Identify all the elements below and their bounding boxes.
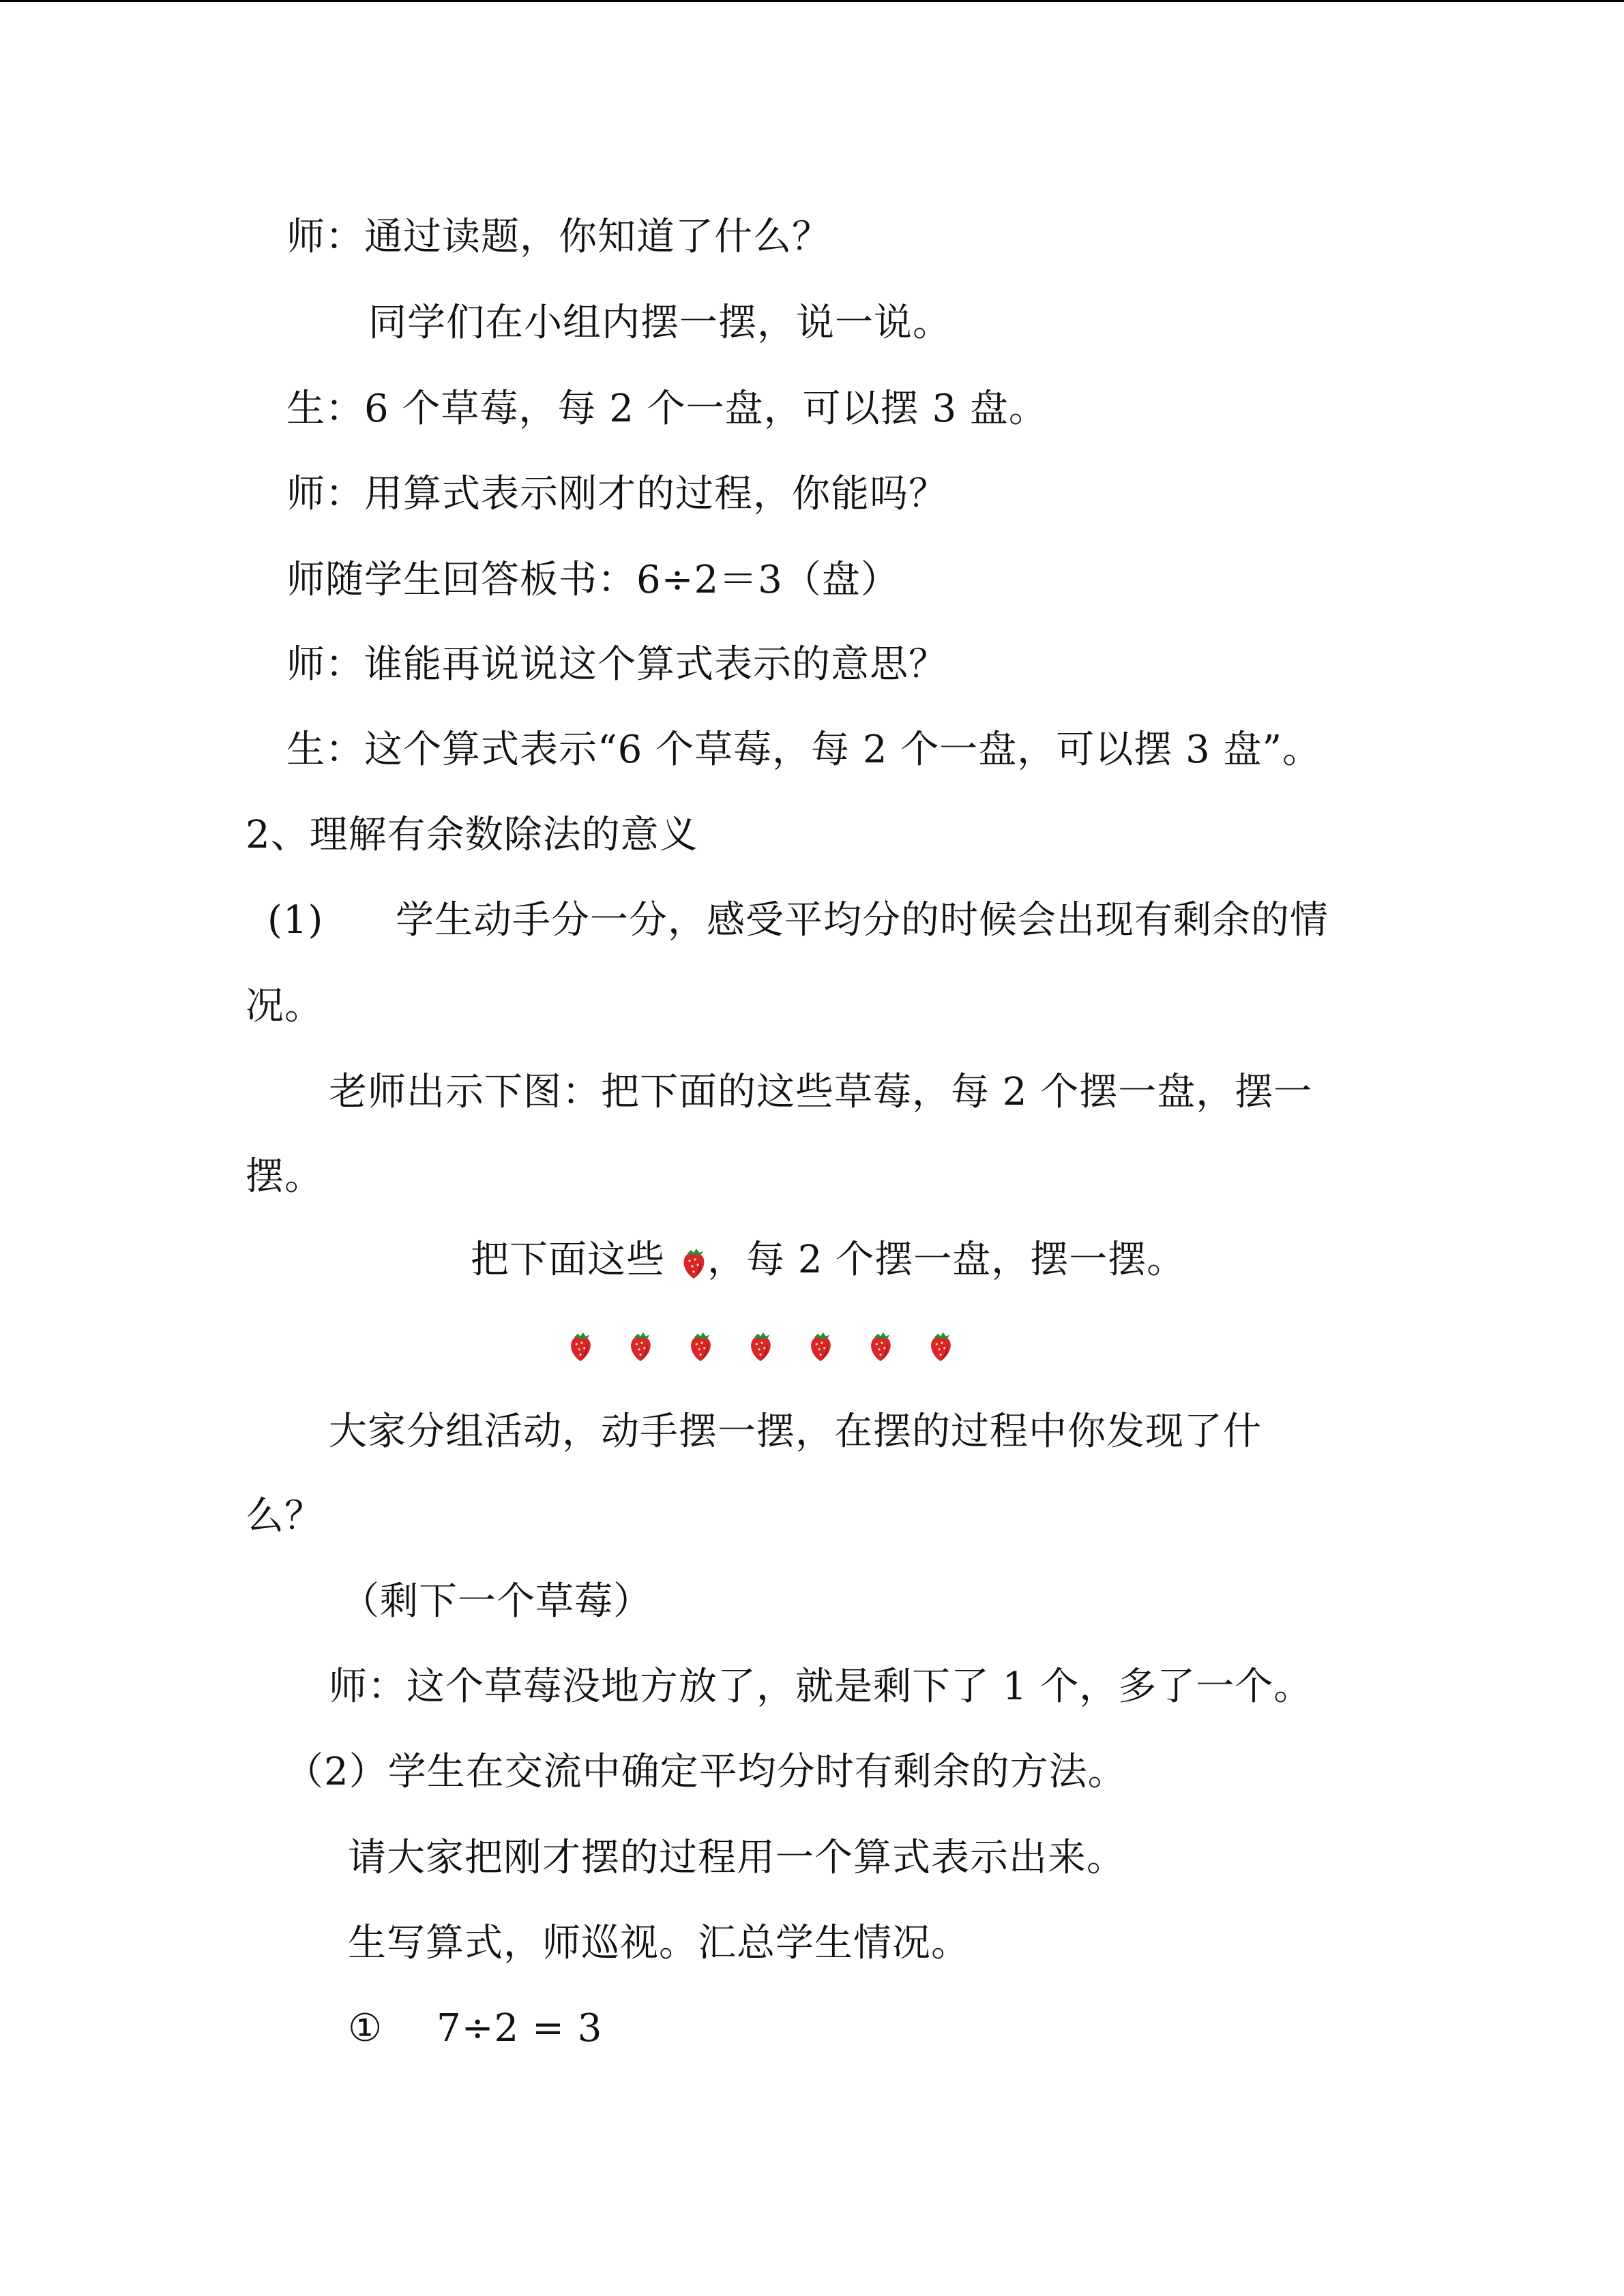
strawberry-icon xyxy=(806,1330,835,1362)
strawberry-icon xyxy=(866,1330,895,1362)
figure-caption xyxy=(471,1236,1185,1285)
strawberry-icon xyxy=(686,1330,715,1362)
strawberry-icon xyxy=(926,1330,955,1362)
item-marker-1: (1) xyxy=(267,898,324,942)
section-heading-2: 2、理解有余数除法的意义 xyxy=(246,813,698,857)
text-line-4: 师：用算式表示刚才的过程，你能吗？ xyxy=(286,472,947,516)
page-top-border xyxy=(0,0,1624,2)
strawberry-icon xyxy=(626,1330,655,1362)
text-line-teacher-remark: 师：这个草莓没地方放了，就是剩下了 1 个，多了一个。 xyxy=(329,1665,1313,1709)
text-line-7: 生：这个算式表示“6 个草莓，每 2 个一盘，可以摆 3 盘”。 xyxy=(286,728,1322,772)
text-line-ask-expression: 请大家把刚才摆的过程用一个算式表示出来。 xyxy=(348,1836,1125,1880)
text-line-6: 师：谁能再说说这个算式表示的意思？ xyxy=(286,642,947,687)
text-line-1: 师：通过读题，你知道了什么？ xyxy=(286,215,831,259)
text-line-item1: 学生动手分一分，感受平均分的时候会出现有剩余的情 xyxy=(396,898,1329,942)
text-line-item2: （2）学生在交流中确定平均分时有剩余的方法。 xyxy=(285,1750,1127,1794)
strawberry-row xyxy=(566,1330,955,1362)
strawberry-icon xyxy=(746,1330,775,1362)
expression-7-div-2: 7÷2 = 3 xyxy=(437,2006,603,2051)
text-line-5: 师随学生回答板书：6÷2＝3（盘） xyxy=(286,558,900,602)
text-line-item1-cont: 况。 xyxy=(246,984,323,1028)
strawberry-icon xyxy=(680,1243,707,1277)
text-line-teacher-shows-cont: 摆。 xyxy=(246,1154,323,1199)
figure-caption-before: 把下面这些 xyxy=(471,1238,665,1282)
text-line-remainder-note: （剩下一个草莓） xyxy=(341,1579,652,1624)
text-line-teacher-shows: 老师出示下图：把下面的这些草莓，每 2 个摆一盘，摆一 xyxy=(329,1070,1313,1114)
text-line-2: 同学们在小组内摆一摆，说一说。 xyxy=(368,301,951,345)
text-line-group-activity: 大家分组活动，动手摆一摆，在摆的过程中你发现了什 xyxy=(329,1410,1262,1454)
text-line-3: 生：6 个草莓，每 2 个一盘，可以摆 3 盘。 xyxy=(286,387,1048,431)
strawberry-icon xyxy=(566,1330,595,1362)
circled-marker-1: ① xyxy=(348,2006,383,2051)
text-line-group-activity-cont: 么？ xyxy=(246,1494,323,1538)
text-line-students-write: 生写算式，师巡视。汇总学生情况。 xyxy=(348,1921,970,1965)
figure-caption-after: ，每 2 个摆一盘，摆一摆。 xyxy=(707,1238,1186,1282)
